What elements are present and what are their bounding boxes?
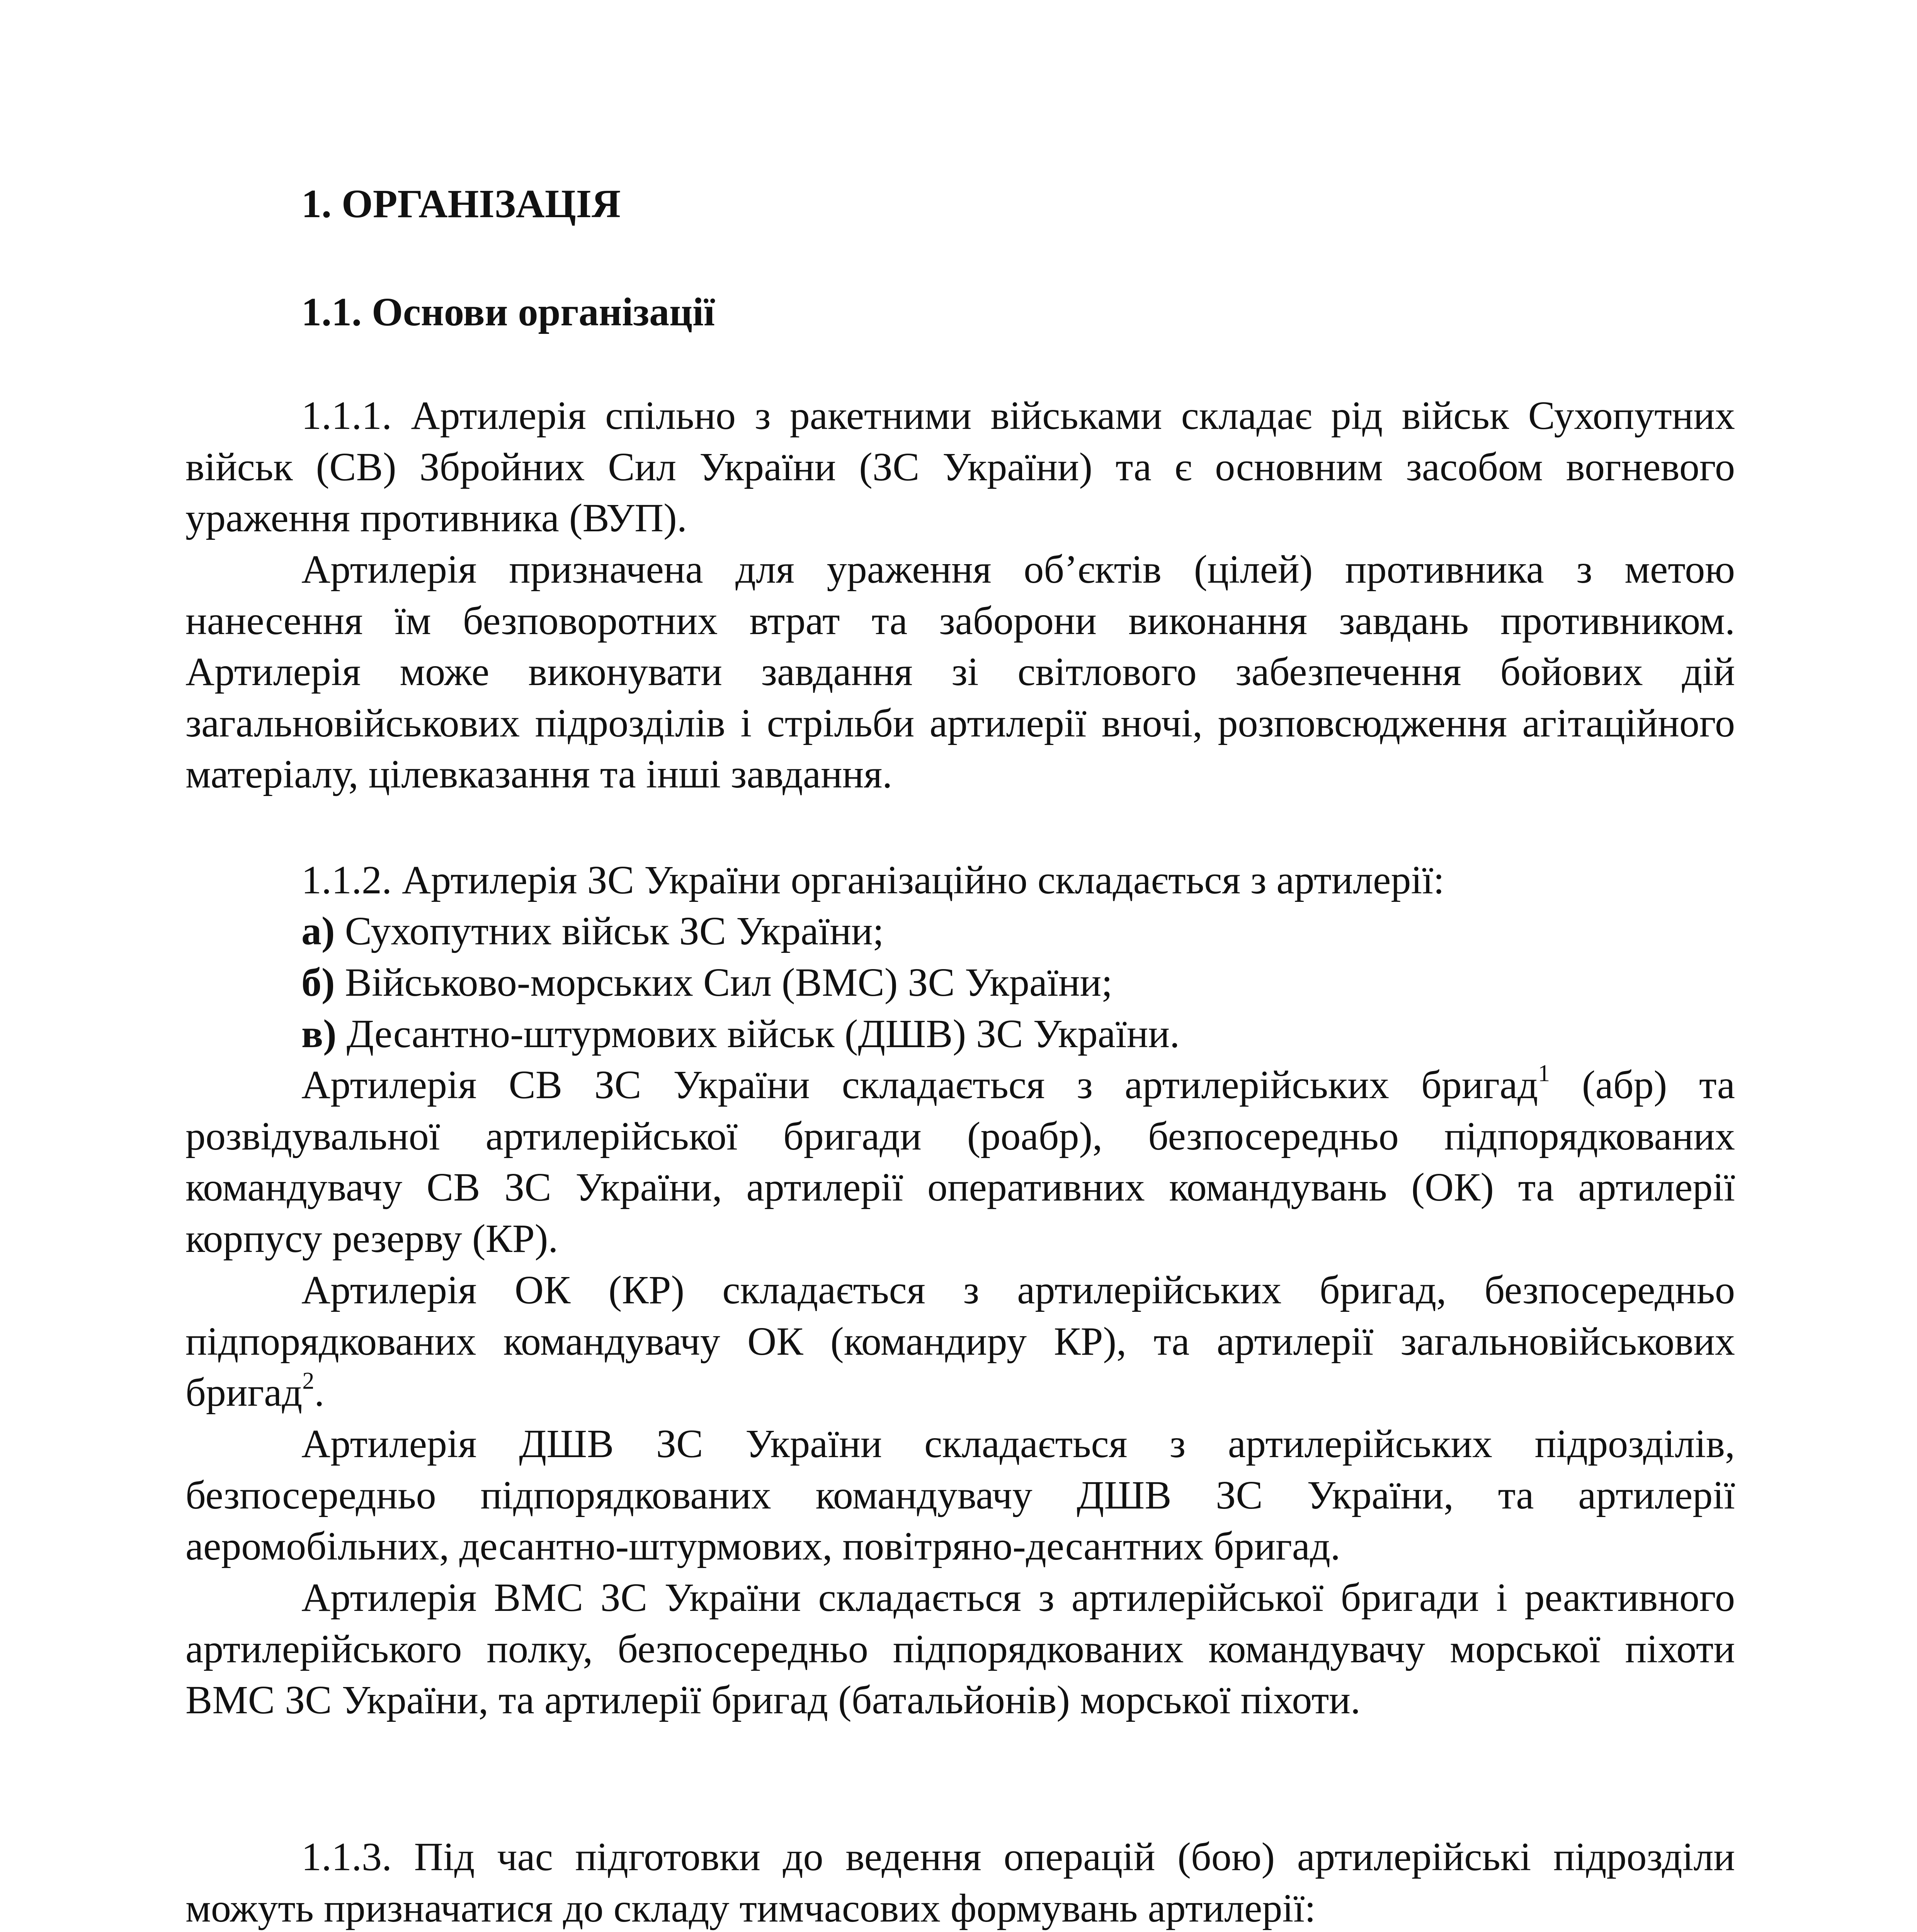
document-page [185, 0, 1735, 1932]
list-item [301, 1009, 1180, 1060]
list-item-text: Сухопутних військ ЗС України; [335, 909, 884, 953]
paragraph-artillery-vms: Артилерія ВМС ЗС України складається з артилерійської бригади і реактивного артилерійського полку, безпосередньо підпорядкованих командувачу морської піхоти ВМС ЗС України, та артилерії бригад (батальйонів) морської піхоти. [185, 1575, 1735, 1722]
section-heading: 1. ОРГАНІЗАЦІЯ [301, 182, 621, 226]
paragraph-text: Артилерія СВ ЗС України складається з артилерійських бригад [301, 1063, 1538, 1107]
list-item [301, 957, 1112, 1008]
paragraph-1-1-3: 1.1.3. Під час підготовки до ведення операцій (бою) артилерійські підрозділи можуть призначатися до складу тимчасових формувань артилерії: [185, 1835, 1735, 1930]
paragraph-1-1-2: 1.1.2. Артилерія ЗС України організаційно складається з артилерії: [301, 858, 1445, 902]
list-marker: в) [301, 1012, 337, 1056]
paragraph-artillery-dshv: Артилерія ДШВ ЗС України складається з артилерійських підрозділів, безпосередньо підпорядкованих командувачу ДШВ ЗС України, та артилерії аеромобільних, десантно-штурмових, повітряно-десантних бригад. [185, 1422, 1735, 1568]
paragraph-artillery-sv [185, 1060, 1735, 1264]
footnote-ref-2: 2 [302, 1368, 315, 1395]
list-item-text: Військово-морських Сил (ВМС) ЗС України; [335, 960, 1113, 1005]
subsection-heading: 1.1. Основи організації [301, 290, 715, 334]
list-marker: а) [301, 909, 335, 953]
paragraph-purpose: Артилерія призначена для ураження об’єктів (цілей) противника з метою нанесення їм безповоротних втрат та заборони виконання завдань противником. Артилерія може виконувати завдання зі світлового забезпечення бойових дій загальновійськових підрозділів і стрільби артилерії вночі, розповсюдження агітаційного матеріалу, цілевказання та інші завдання. [185, 547, 1735, 796]
paragraph-text: . [314, 1370, 325, 1415]
list-item [301, 906, 884, 957]
paragraph-1-1-1: 1.1.1. Артилерія спільно з ракетними військами складає рід військ Сухопутних військ (СВ) Збройних Сил України (ЗС України) та є основним засобом вогневого ураження противника (ВУП). [185, 393, 1735, 540]
list-item-text: Десантно-штурмових військ (ДШВ) ЗС України. [336, 1012, 1180, 1056]
list-marker: б) [301, 960, 335, 1005]
footnote-ref-1: 1 [1538, 1060, 1550, 1087]
paragraph-artillery-ok [185, 1265, 1735, 1418]
paragraph-text: Артилерія ОК (КР) складається з артилерійських бригад, безпосередньо підпорядкованих командувачу ОК (командиру КР), та артилерії загальновійськових бригад [185, 1268, 1735, 1415]
paragraph-text: (абр) та розвідувальної артилерійської бригади (роабр), безпосередньо підпорядкованих командувачу СВ ЗС України, артилерії оперативних командувань (ОК) та артилерії корпусу резерву (КР). [185, 1063, 1735, 1261]
